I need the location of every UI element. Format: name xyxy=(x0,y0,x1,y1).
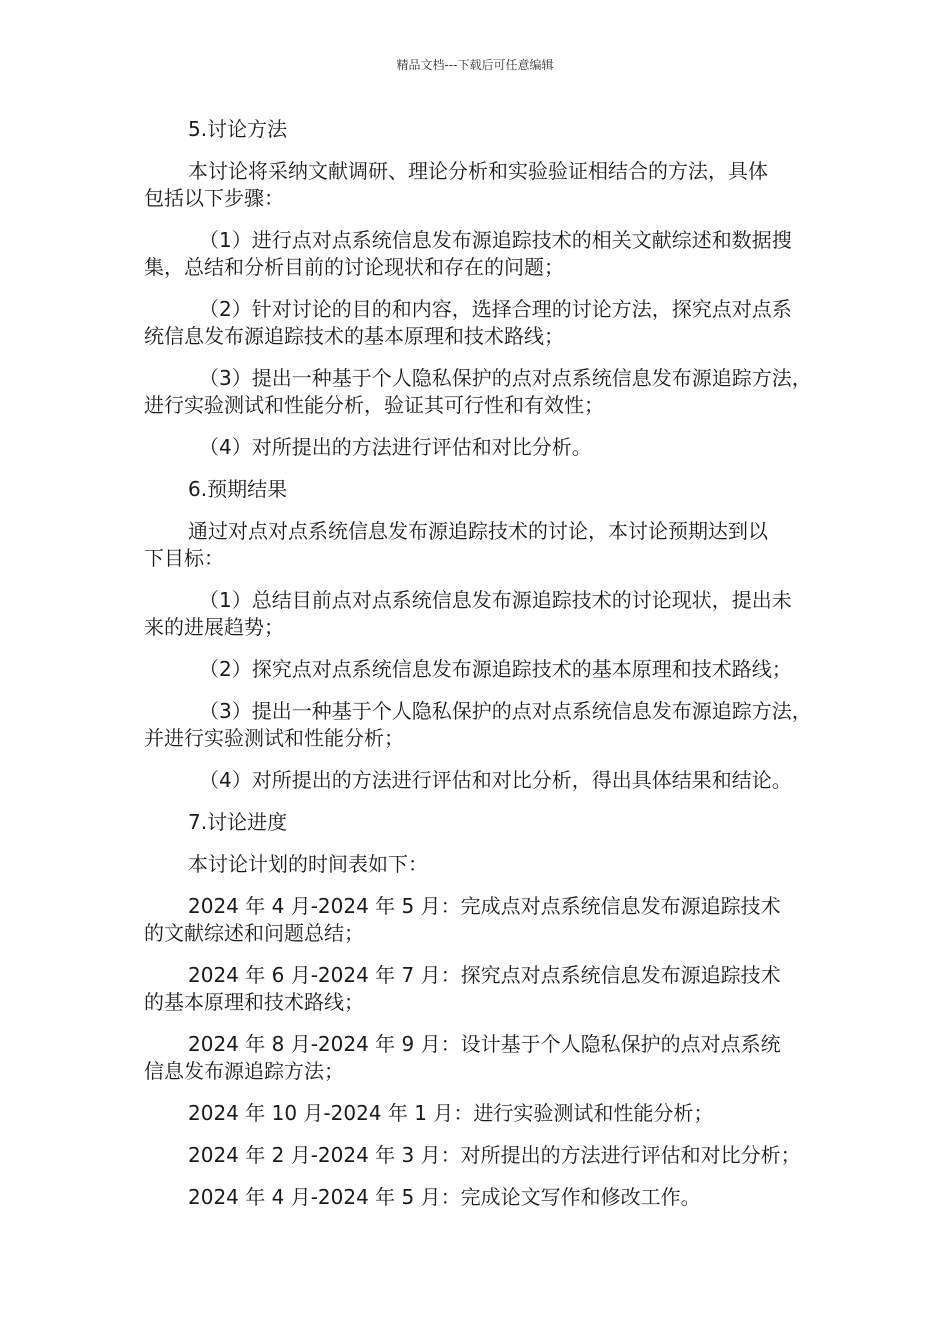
text-line: 统信息发布源追踪技术的基本原理和技术路线； xyxy=(144,324,564,348)
list-item xyxy=(144,698,816,752)
text-line: （1）总结目前点对点系统信息发布源追踪技术的讨论现状，提出未 xyxy=(199,588,792,612)
schedule-entry xyxy=(144,1031,816,1085)
text-line: 5.讨论方法 xyxy=(188,117,288,141)
text-line: （4）对所提出的方法进行评估和对比分析，得出具体结果和结论。 xyxy=(199,768,792,792)
paragraph-methods-intro xyxy=(144,158,816,212)
text-line: 2024 年 6 月-2024 年 7 月：探究点对点系统信息发布源追踪技术 xyxy=(188,963,781,987)
text-line: 2024 年 2 月-2024 年 3 月：对所提出的方法进行评估和对比分析； xyxy=(188,1143,801,1167)
text-line: 下目标： xyxy=(144,546,224,570)
section-heading-expected-results xyxy=(144,476,816,503)
text-line: 的基本原理和技术路线； xyxy=(144,990,364,1014)
text-line: （2）针对讨论的目的和内容，选择合理的讨论方法，探究点对点系 xyxy=(199,297,792,321)
paragraph-results-intro xyxy=(144,518,816,572)
text-line: 来的进展趋势； xyxy=(144,615,284,639)
schedule-entry xyxy=(144,893,816,947)
text-line: 进行实验测试和性能分析，验证其可行性和有效性； xyxy=(144,393,604,417)
text-line: 包括以下步骤： xyxy=(144,186,284,210)
list-item xyxy=(144,296,816,350)
text-line: （4）对所提出的方法进行评估和对比分析。 xyxy=(199,435,592,459)
document-body xyxy=(144,116,816,1226)
schedule-entry xyxy=(144,1184,816,1211)
list-item xyxy=(144,656,816,683)
section-heading-methods xyxy=(144,116,816,143)
text-line: 本讨论计划的时间表如下： xyxy=(188,852,428,876)
list-item xyxy=(144,434,816,461)
paragraph-schedule-intro xyxy=(144,851,816,878)
text-line: 7.讨论进度 xyxy=(188,810,288,834)
text-line: 信息发布源追踪方法； xyxy=(144,1059,344,1083)
list-item xyxy=(144,587,816,641)
list-item xyxy=(144,767,816,794)
section-heading-schedule xyxy=(144,809,816,836)
text-line: （3）提出一种基于个人隐私保护的点对点系统信息发布源追踪方法， xyxy=(199,699,812,723)
text-line: （3）提出一种基于个人隐私保护的点对点系统信息发布源追踪方法， xyxy=(199,366,812,390)
text-line: 并进行实验测试和性能分析； xyxy=(144,726,404,750)
text-line: 2024 年 10 月-2024 年 1 月：进行实验测试和性能分析； xyxy=(188,1101,714,1125)
text-line: 的文献综述和问题总结； xyxy=(144,921,364,945)
schedule-entry xyxy=(144,1142,816,1169)
text-line: 本讨论将采纳文献调研、理论分析和实验验证相结合的方法，具体 xyxy=(188,159,768,183)
text-line: 6.预期结果 xyxy=(188,477,288,501)
text-line: （2）探究点对点系统信息发布源追踪技术的基本原理和技术路线； xyxy=(199,657,792,681)
list-item xyxy=(144,227,816,281)
text-line: 通过对点对点系统信息发布源追踪技术的讨论，本讨论预期达到以 xyxy=(188,519,768,543)
page-header: 精品文档---下载后可任意编辑 xyxy=(396,58,554,72)
list-item xyxy=(144,365,816,419)
text-line: 2024 年 4 月-2024 年 5 月：完成论文写作和修改工作。 xyxy=(188,1185,701,1209)
text-line: （1）进行点对点系统信息发布源追踪技术的相关文献综述和数据搜 xyxy=(199,228,792,252)
text-line: 集，总结和分析目前的讨论现状和存在的问题； xyxy=(144,255,564,279)
text-line: 2024 年 8 月-2024 年 9 月：设计基于个人隐私保护的点对点系统 xyxy=(188,1032,781,1056)
text-line: 2024 年 4 月-2024 年 5 月：完成点对点系统信息发布源追踪技术 xyxy=(188,894,781,918)
schedule-entry xyxy=(144,1100,816,1127)
schedule-entry xyxy=(144,962,816,1016)
